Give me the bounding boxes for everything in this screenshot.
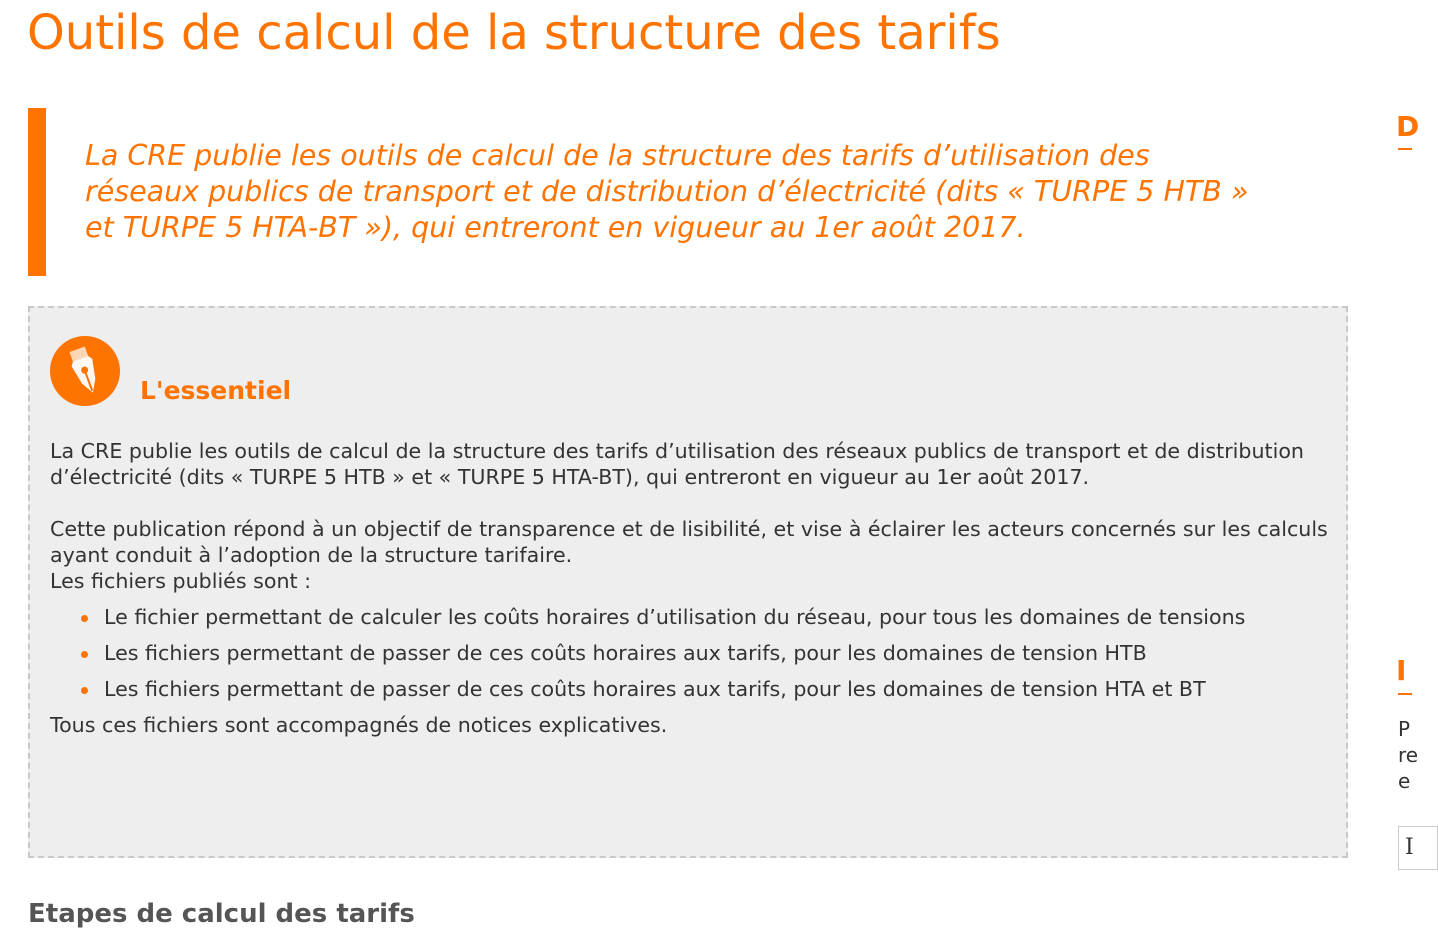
section-heading-etapes: Etapes de calcul des tarifs [28,899,415,929]
essentiel-paragraph-3: Les fichiers publiés sont : [50,569,312,593]
chapeau-accent-bar [28,108,46,276]
list-item: Le fichier permettant de calculer les coûts horaires d’utilisation du réseau, pour tous les domaines de tensions [50,604,1335,630]
bullet-icon [81,687,88,694]
list-item: Les fichiers permettant de passer de ces coûts horaires aux tarifs, pour les domaines de tension HTA et BT [50,676,1335,702]
essentiel-paragraph-1: La CRE publie les outils de calcul de la structure des tarifs d’utilisation des réseaux publics de transport et de distribution d’électricité (dits « TURPE 5 HTB » et « TURPE 5 HTA-BT), qui entreront en vigueur au 1er août 2017. [50,439,1304,489]
files-list [50,594,1335,702]
essentiel-paragraph-2: Cette publication répond à un objectif de transparence et de lisibilité, et vise à éclairer les acteurs concernés sur les calculs ayant conduit à l’adoption de la structure tarifaire. [50,517,1328,567]
sidebar-heading-2-underline [1398,693,1412,695]
essentiel-body [50,438,1335,738]
essentiel-box [28,306,1348,858]
bullet-icon [81,615,88,622]
sidebar-heading-2: I [1396,654,1407,687]
essentiel-closing: Tous ces fichiers sont accompagnés de notices explicatives. [50,713,668,737]
chapeau-block [28,108,1258,276]
bullet-icon [81,651,88,658]
fountain-pen-nib-icon [50,336,120,406]
list-item: Les fichiers permettant de passer de ces coûts horaires aux tarifs, pour les domaines de tension HTB [50,640,1335,666]
essentiel-title: L'essentiel [140,376,292,405]
sidebar-heading-1-underline [1398,148,1412,150]
sidebar-input[interactable]: I [1398,826,1438,870]
page-title: Outils de calcul de la structure des tarifs [27,5,1001,61]
chapeau-text: La CRE publie les outils de calcul de la structure des tarifs d’utilisation des réseaux publics de transport et de distribution d’électricité (dits « TURPE 5 HTB » et TURPE 5 HTA-BT »), qui entreront en vigueur au 1er août 2017. [85,139,1249,244]
sidebar-heading-1: D [1396,110,1420,143]
sidebar-text: P re e [1398,717,1419,793]
